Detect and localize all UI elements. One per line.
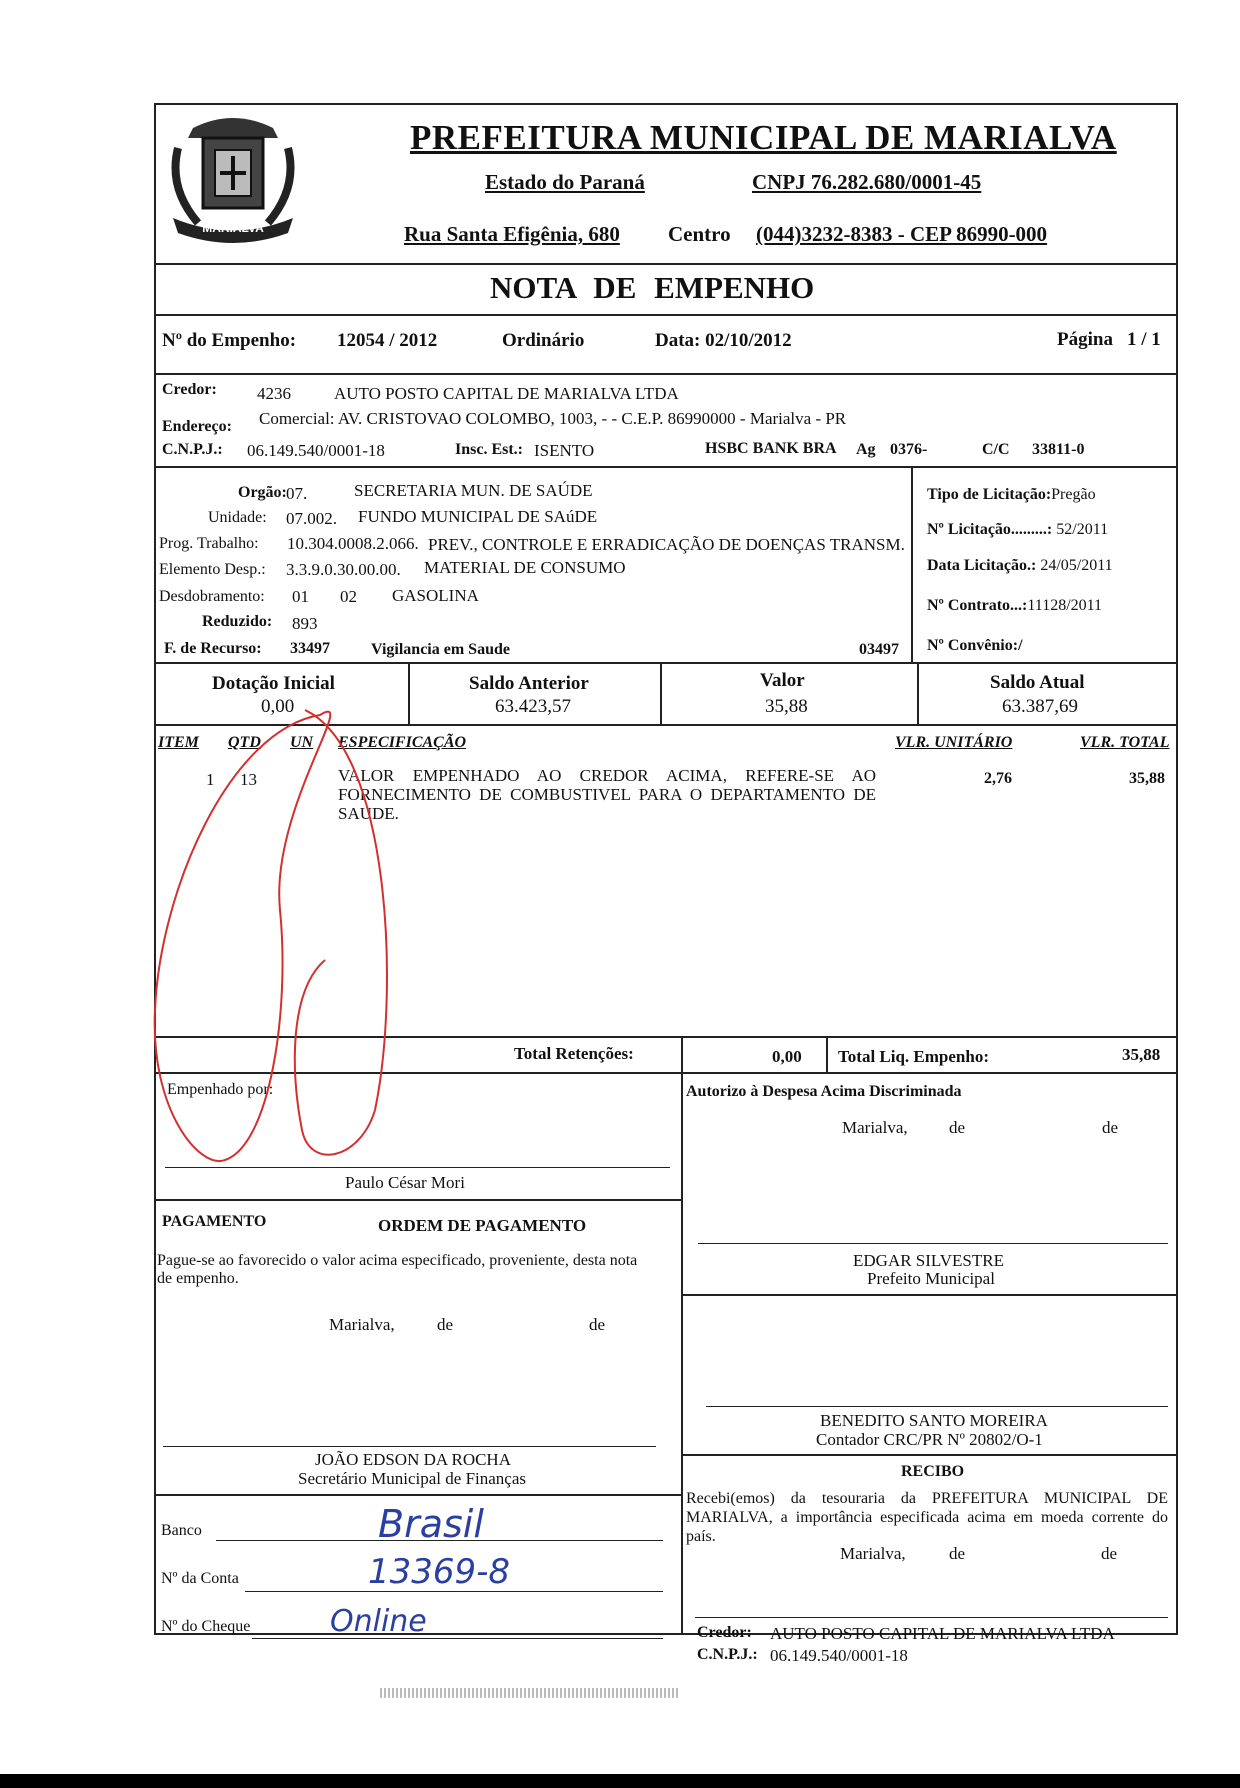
item-qtd: 13 xyxy=(240,770,257,789)
item-number: 1 xyxy=(206,770,215,789)
total-retencoes-value: 0,00 xyxy=(772,1047,802,1066)
pagamento-de-1: de xyxy=(437,1315,454,1334)
elemento-code: 3.3.9.0.30.00.00. xyxy=(286,560,401,579)
autorizo-de-1: de xyxy=(949,1118,966,1137)
recurso-name: Vigilancia em Saude xyxy=(371,641,510,658)
empenho-number-label: Nº do Empenho: xyxy=(162,330,297,351)
unidade-name: FUNDO MUNICIPAL DE SAúDE xyxy=(358,507,598,526)
header-district: Centro xyxy=(668,222,731,246)
pagamento-label: PAGAMENTO xyxy=(162,1213,267,1230)
col-especificacao: ESPECIFICAÇÃO xyxy=(338,734,467,751)
orgao-code: 07. xyxy=(286,484,308,503)
secretario-signature-line xyxy=(163,1446,656,1447)
recibo-de-1: de xyxy=(949,1544,966,1563)
cc-label: C/C xyxy=(982,441,1010,458)
tipo-licitacao-label: Tipo de Licitação:Pregão xyxy=(927,486,1096,503)
prog-label: Prog. Trabalho: xyxy=(159,535,259,552)
total-retencoes-label: Total Retenções: xyxy=(514,1044,634,1063)
saldo-atual-label: Saldo Atual xyxy=(990,672,1085,693)
banco-handwritten: Brasil xyxy=(378,1502,484,1546)
autorizo-de-2: de xyxy=(1102,1118,1119,1137)
credor-address: Comercial: AV. CRISTOVAO COLOMBO, 1003, - - C.E.P. 86990000 - Marialva - PR xyxy=(259,409,847,428)
cnpj-label: C.N.P.J.: xyxy=(162,441,223,458)
saldo-atual-value: 63.387,69 xyxy=(1002,696,1078,717)
desdobramento-2: 02 xyxy=(340,587,357,606)
contador-name: BENEDITO SANTO MOREIRA xyxy=(820,1411,1048,1430)
prefeito-role: Prefeito Municipal xyxy=(867,1269,995,1288)
recibo-credor-name: AUTO POSTO CAPITAL DE MARIALVA LTDA xyxy=(770,1624,1115,1643)
empenho-date: Data: 02/10/2012 xyxy=(655,330,792,351)
recurso-code: 33497 xyxy=(290,640,330,657)
desdobramento-1: 01 xyxy=(292,587,309,606)
page-number: 1 / 1 xyxy=(1127,329,1161,350)
unidade-label: Unidade: xyxy=(208,509,267,526)
valor-value: 35,88 xyxy=(765,696,808,717)
header-phone-cep: (044)3232-8383 - CEP 86990-000 xyxy=(756,222,1048,246)
recibo-credor-label: Credor: xyxy=(697,1624,752,1641)
valor-label: Valor xyxy=(760,670,805,691)
recibo-city: Marialva, xyxy=(840,1544,906,1563)
page-label: Página xyxy=(1057,329,1113,350)
convenio-label: Nº Convênio:/ xyxy=(927,637,1023,654)
prefeito-signature-line xyxy=(698,1243,1168,1244)
secretario-name: JOÃO EDSON DA ROCHA xyxy=(315,1450,511,1469)
col-vlr-total: VLR. TOTAL xyxy=(1080,734,1170,751)
dotacao-inicial-value: 0,00 xyxy=(261,696,295,717)
col-un: UN xyxy=(290,734,314,751)
item-especificacao: VALOR EMPENHADO AO CREDOR ACIMA, REFERE-SE AO FORNECIMENTO DE COMBUSTIVEL PARA O DEPARTAMENTO DE SAUDE. xyxy=(338,766,876,823)
col-item: ITEM xyxy=(158,734,199,751)
document-title: NOTA DE EMPENHO xyxy=(490,270,815,305)
credor-name: AUTO POSTO CAPITAL DE MARIALVA LTDA xyxy=(334,384,679,403)
credor-bank: HSBC BANK BRA xyxy=(705,440,837,457)
red-pen-marks xyxy=(130,690,460,1190)
prog-name: PREV., CONTROLE E ERRADICAÇÃO DE DOENÇAS TRANSM. xyxy=(428,535,905,554)
item-vlr-unitario: 2,76 xyxy=(984,770,1012,787)
saldo-anterior-label: Saldo Anterior xyxy=(469,673,589,694)
header-title: PREFEITURA MUNICIPAL DE MARIALVA xyxy=(410,118,1117,157)
unidade-code: 07.002. xyxy=(286,509,337,528)
credor-code: 4236 xyxy=(257,384,291,403)
dotacao-inicial-label: Dotação Inicial xyxy=(212,673,335,694)
cheque-handwritten: Online xyxy=(330,1604,427,1639)
pagamento-city: Marialva, xyxy=(329,1315,395,1334)
ordem-pagamento-label: ORDEM DE PAGAMENTO xyxy=(378,1216,587,1235)
empenhado-por-label: Empenhado por: xyxy=(167,1081,274,1098)
address-label: Endereço: xyxy=(162,418,232,435)
scan-barcode xyxy=(380,1688,680,1698)
credor-label: Credor: xyxy=(162,381,217,398)
autorizo-city: Marialva, xyxy=(842,1118,908,1137)
header-address: Rua Santa Efigênia, 680 xyxy=(404,222,620,246)
total-liquido-label: Total Liq. Empenho: xyxy=(838,1047,989,1066)
contrato-label: Nº Contrato...:11128/2011 xyxy=(927,597,1103,614)
recibo-signature-line xyxy=(695,1617,1168,1618)
pagamento-de-2: de xyxy=(589,1315,606,1334)
credor-cc: 33811-0 xyxy=(1032,441,1085,458)
orgao-name: SECRETARIA MUN. DE SAÚDE xyxy=(354,481,593,500)
total-liquido-value: 35,88 xyxy=(1122,1045,1161,1064)
contador-role: Contador CRC/PR Nº 20802/O-1 xyxy=(816,1430,1043,1449)
conta-label: Nº da Conta xyxy=(161,1570,239,1587)
data-licitacao-label: Data Licitação.: 24/05/2011 xyxy=(927,557,1113,574)
pagamento-text: Pague-se ao favorecido o valor acima especificado, proveniente, desta nota de empenho. xyxy=(157,1252,638,1287)
recibo-text: Recebi(emos) da tesouraria da PREFEITURA MUNICIPAL DE MARIALVA, a importância especificada acima em moeda corrente do país. xyxy=(686,1490,1168,1545)
scan-edge xyxy=(0,1774,1240,1788)
num-licitacao-label: Nº Licitação.........: 52/2011 xyxy=(927,521,1109,538)
item-vlr-total: 35,88 xyxy=(1129,770,1165,787)
recurso-number: 03497 xyxy=(859,641,899,658)
col-qtd: QTD xyxy=(228,734,261,751)
reduzido-label: Reduzido: xyxy=(202,613,273,630)
orgao-label: Orgão: xyxy=(238,484,287,501)
saldo-anterior-value: 63.423,57 xyxy=(495,696,571,717)
credor-ag: 0376- xyxy=(890,441,928,458)
coat-of-arms-logo xyxy=(158,108,308,258)
recibo-cnpj-label: C.N.P.J.: xyxy=(697,1646,758,1663)
elemento-name: MATERIAL DE CONSUMO xyxy=(424,558,626,577)
conta-handwritten: 13369-8 xyxy=(368,1552,511,1592)
empenho-number: 12054 / 2012 xyxy=(337,330,438,351)
empenho-type: Ordinário xyxy=(502,330,585,351)
desdobramento-name: GASOLINA xyxy=(392,586,479,605)
header-cnpj: CNPJ 76.282.680/0001-45 xyxy=(752,170,982,194)
desdobramento-label: Desdobramento: xyxy=(159,588,265,605)
col-vlr-unitario: VLR. UNITÁRIO xyxy=(895,734,1013,751)
elemento-label: Elemento Desp.: xyxy=(159,561,266,578)
credor-cnpj: 06.149.540/0001-18 xyxy=(247,441,385,460)
banco-label: Banco xyxy=(161,1522,202,1539)
recibo-cnpj: 06.149.540/0001-18 xyxy=(770,1646,908,1665)
autorizo-label: Autorizo à Despesa Acima Discriminada xyxy=(686,1083,962,1100)
recibo-de-2: de xyxy=(1101,1544,1118,1563)
secretario-role: Secretário Municipal de Finanças xyxy=(298,1469,527,1488)
credor-insc: ISENTO xyxy=(534,441,595,460)
empenhado-name: Paulo César Mori xyxy=(345,1173,465,1192)
prefeito-name: EDGAR SILVESTRE xyxy=(853,1251,1004,1270)
reduzido-value: 893 xyxy=(292,614,318,633)
header-state: Estado do Paraná xyxy=(485,170,645,194)
prog-code: 10.304.0008.2.066. xyxy=(287,534,419,553)
contador-signature-line xyxy=(706,1406,1168,1407)
ag-label: Ag xyxy=(856,441,876,458)
svg-text:MARIALVA: MARIALVA xyxy=(202,221,264,235)
recibo-label: RECIBO xyxy=(901,1463,965,1480)
insc-label: Insc. Est.: xyxy=(455,441,524,458)
cheque-line xyxy=(252,1638,663,1639)
cheque-label: Nº do Cheque xyxy=(161,1618,251,1635)
recurso-label: F. de Recurso: xyxy=(164,640,262,657)
